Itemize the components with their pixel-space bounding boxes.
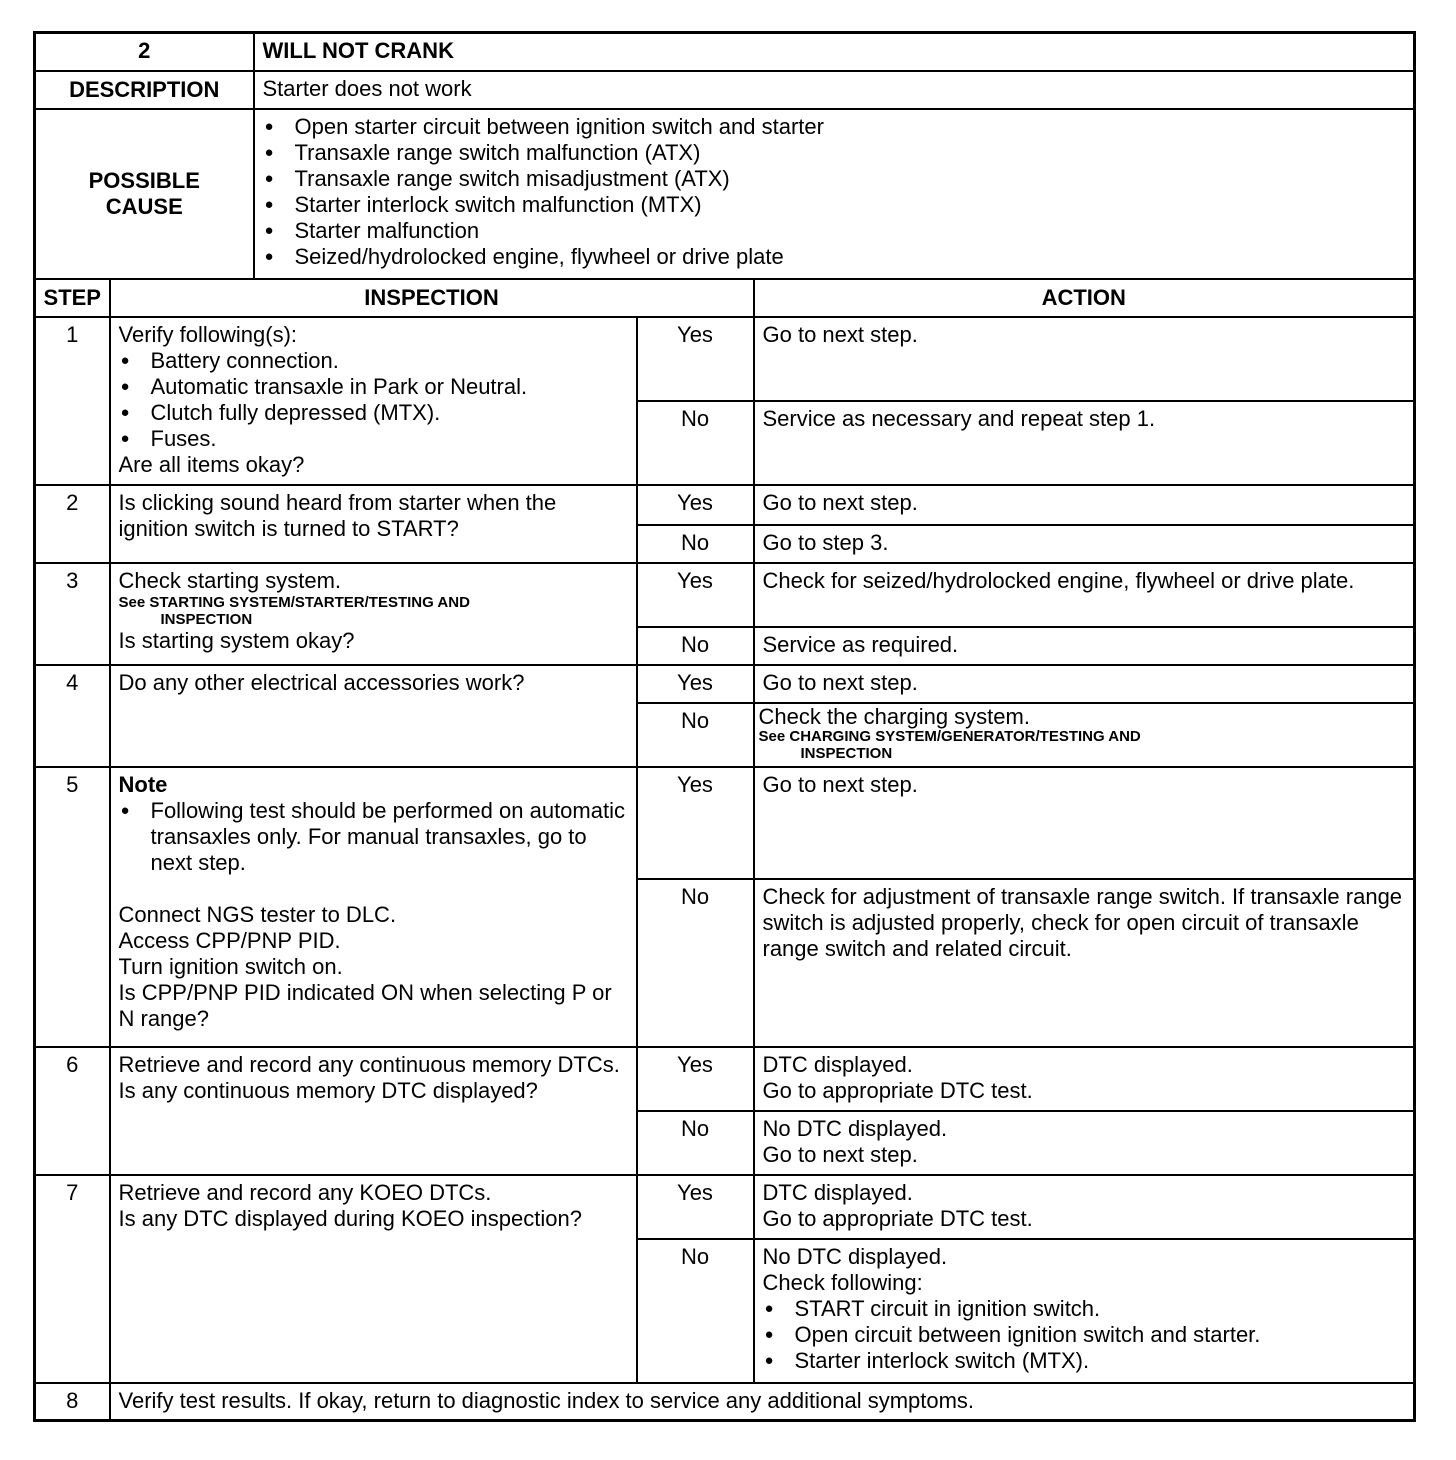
- step-6-no-action-line: No DTC displayed.: [762, 1115, 948, 1141]
- action-column-header: ACTION: [754, 279, 1415, 317]
- step-1-no-action: Service as necessary and repeat step 1.: [754, 401, 1415, 485]
- step-5-number: 5: [35, 767, 110, 1047]
- step-5-yes-action: Go to next step.: [754, 767, 1415, 879]
- step-4-inspection: Do any other electrical accessories work?: [110, 665, 637, 767]
- step-3-reference-line-2: INSPECTION: [160, 610, 253, 628]
- step-4-reference-line-1: See CHARGING SYSTEM/GENERATOR/TESTING AND: [758, 727, 1141, 745]
- step-1-bullet: ● Fuses.: [119, 426, 628, 452]
- inspection-column-header: INSPECTION: [110, 279, 754, 317]
- step-4-reference: [759, 728, 1410, 762]
- step-7-yes-action-line: DTC displayed.: [762, 1179, 913, 1205]
- step-1-intro: Verify following(s):: [118, 321, 298, 347]
- step-2-no-action: Go to step 3.: [754, 525, 1415, 563]
- step-1-yes-label: Yes: [637, 317, 754, 401]
- possible-cause-row: [35, 109, 1415, 279]
- column-header-row: [35, 279, 1415, 317]
- step-5-no-action: Check for adjustment of transaxle range switch. If transaxle range switch is adjusted properly, check for open circuit of transaxle range switch and related circuit.: [754, 879, 1415, 1047]
- diagnostic-table: [33, 31, 1416, 1422]
- step-1-bullet: ● Clutch fully depressed (MTX).: [119, 400, 628, 426]
- step-6-yes-action-line: DTC displayed.: [762, 1051, 913, 1077]
- title-row: [35, 33, 1415, 71]
- description-text: Starter does not work: [254, 71, 1415, 109]
- possible-cause-item: ● Seized/hydrolocked engine, flywheel or drive plate: [263, 244, 1406, 270]
- step-7-line: Retrieve and record any KOEO DTCs.: [118, 1179, 492, 1205]
- step-6-no-action-line: Go to next step.: [762, 1141, 918, 1167]
- step-5-note-bullet: ● Following test should be performed on automatic transaxles only. For manual transaxles, go to next step.: [119, 798, 628, 876]
- step-6-yes-action-line: Go to appropriate DTC test.: [762, 1077, 1033, 1103]
- description-label: DESCRIPTION: [35, 71, 254, 109]
- symptom-title: WILL NOT CRANK: [254, 33, 1415, 71]
- step-7-no-action-line: No DTC displayed.: [762, 1243, 948, 1269]
- step-5-yes-label: Yes: [637, 767, 754, 879]
- step-6-yes-label: Yes: [637, 1047, 754, 1111]
- step-1-yes-action: Go to next step.: [754, 317, 1415, 401]
- step-7-inspection: [110, 1175, 637, 1383]
- step-6-yes-action: [754, 1047, 1415, 1111]
- step-4-reference-line-2: INSPECTION: [800, 744, 893, 762]
- step-3-line: Check starting system.: [118, 567, 342, 593]
- step-6-no-action: [754, 1111, 1415, 1175]
- possible-cause-label-line-1: POSSIBLE: [88, 167, 200, 193]
- step-5-no-label: No: [637, 879, 754, 1047]
- step-3-number: 3: [35, 563, 110, 665]
- possible-cause-item: ● Starter interlock switch malfunction (MTX): [263, 192, 1406, 218]
- step-4-no-action: [754, 703, 1415, 767]
- step-2-number: 2: [35, 485, 110, 563]
- step-1-question: Are all items okay?: [118, 451, 305, 477]
- step-5-line: Is CPP/PNP PID indicated ON when selecting P or N range?: [118, 979, 612, 1031]
- step-5-line: Turn ignition switch on.: [118, 953, 343, 979]
- possible-cause-item: ● Transaxle range switch misadjustment (ATX): [263, 166, 1406, 192]
- step-5-inspection: [110, 767, 637, 1047]
- step-8-number: 8: [35, 1383, 110, 1421]
- step-5-note-label: Note: [118, 771, 168, 797]
- step-1-bullet: ● Automatic transaxle in Park or Neutral.: [119, 374, 628, 400]
- step-7-no-bullet: ● Open circuit between ignition switch and starter.: [763, 1322, 1406, 1348]
- symptom-number: 2: [35, 33, 254, 71]
- step-2-yes-action: Go to next step.: [754, 485, 1415, 525]
- step-3-inspection: [110, 563, 637, 665]
- step-4-yes-row: [35, 665, 1415, 703]
- step-6-inspection: [110, 1047, 637, 1175]
- step-3-no-label: No: [637, 627, 754, 665]
- step-7-question: Is any DTC displayed during KOEO inspection?: [118, 1205, 582, 1231]
- step-column-header: STEP: [35, 279, 110, 317]
- step-2-no-label: No: [637, 525, 754, 563]
- step-4-yes-label: Yes: [637, 665, 754, 703]
- step-7-number: 7: [35, 1175, 110, 1383]
- step-3-reference-line-1: See STARTING SYSTEM/STARTER/TESTING AND: [118, 593, 470, 611]
- step-2-yes-label: Yes: [637, 485, 754, 525]
- step-7-yes-row: [35, 1175, 1415, 1239]
- step-1-yes-row: [35, 317, 1415, 401]
- step-3-yes-action: Check for seized/hydrolocked engine, flywheel or drive plate.: [754, 563, 1415, 627]
- step-3-yes-label: Yes: [637, 563, 754, 627]
- step-3-yes-row: [35, 563, 1415, 627]
- description-row: [35, 71, 1415, 109]
- step-5-line: Access CPP/PNP PID.: [118, 927, 341, 953]
- possible-cause-label: [35, 109, 254, 279]
- step-7-no-action-line: Check following:: [762, 1269, 923, 1295]
- step-6-question: Is any continuous memory DTC displayed?: [118, 1077, 538, 1103]
- step-6-yes-row: [35, 1047, 1415, 1111]
- step-7-yes-label: Yes: [637, 1175, 754, 1239]
- step-1-no-label: No: [637, 401, 754, 485]
- step-4-yes-action: Go to next step.: [754, 665, 1415, 703]
- step-4-number: 4: [35, 665, 110, 767]
- step-7-no-bullet: ● Starter interlock switch (MTX).: [763, 1348, 1406, 1374]
- step-3-no-action: Service as required.: [754, 627, 1415, 665]
- step-1-inspection: [110, 317, 637, 485]
- possible-cause-item: ● Open starter circuit between ignition switch and starter: [263, 114, 1406, 140]
- step-4-no-action-line: Check the charging system.: [758, 703, 1030, 729]
- step-2-yes-row: [35, 485, 1415, 525]
- possible-cause-item: ● Starter malfunction: [263, 218, 1406, 244]
- possible-cause-list: [254, 109, 1415, 279]
- step-7-yes-action-line: Go to appropriate DTC test.: [762, 1205, 1033, 1231]
- step-7-no-bullet: ● START circuit in ignition switch.: [763, 1296, 1406, 1322]
- step-7-no-label: No: [637, 1239, 754, 1383]
- step-3-reference: [119, 594, 628, 628]
- step-7-yes-action: [754, 1175, 1415, 1239]
- possible-cause-item: ● Transaxle range switch malfunction (ATX): [263, 140, 1406, 166]
- step-8-row: [35, 1383, 1415, 1421]
- step-6-number: 6: [35, 1047, 110, 1175]
- step-7-no-action: [754, 1239, 1415, 1383]
- step-1-bullet: ● Battery connection.: [119, 348, 628, 374]
- step-5-line: Connect NGS tester to DLC.: [118, 901, 397, 927]
- step-1-number: 1: [35, 317, 110, 485]
- step-5-yes-row: [35, 767, 1415, 879]
- possible-cause-label-line-2: CAUSE: [105, 193, 183, 219]
- step-6-no-label: No: [637, 1111, 754, 1175]
- step-3-question: Is starting system okay?: [118, 627, 355, 653]
- step-6-line: Retrieve and record any continuous memory DTCs.: [118, 1051, 620, 1077]
- step-8-text: Verify test results. If okay, return to diagnostic index to service any additional symptoms.: [110, 1383, 1415, 1421]
- step-2-inspection: Is clicking sound heard from starter when the ignition switch is turned to START?: [110, 485, 637, 563]
- step-4-no-label: No: [637, 703, 754, 767]
